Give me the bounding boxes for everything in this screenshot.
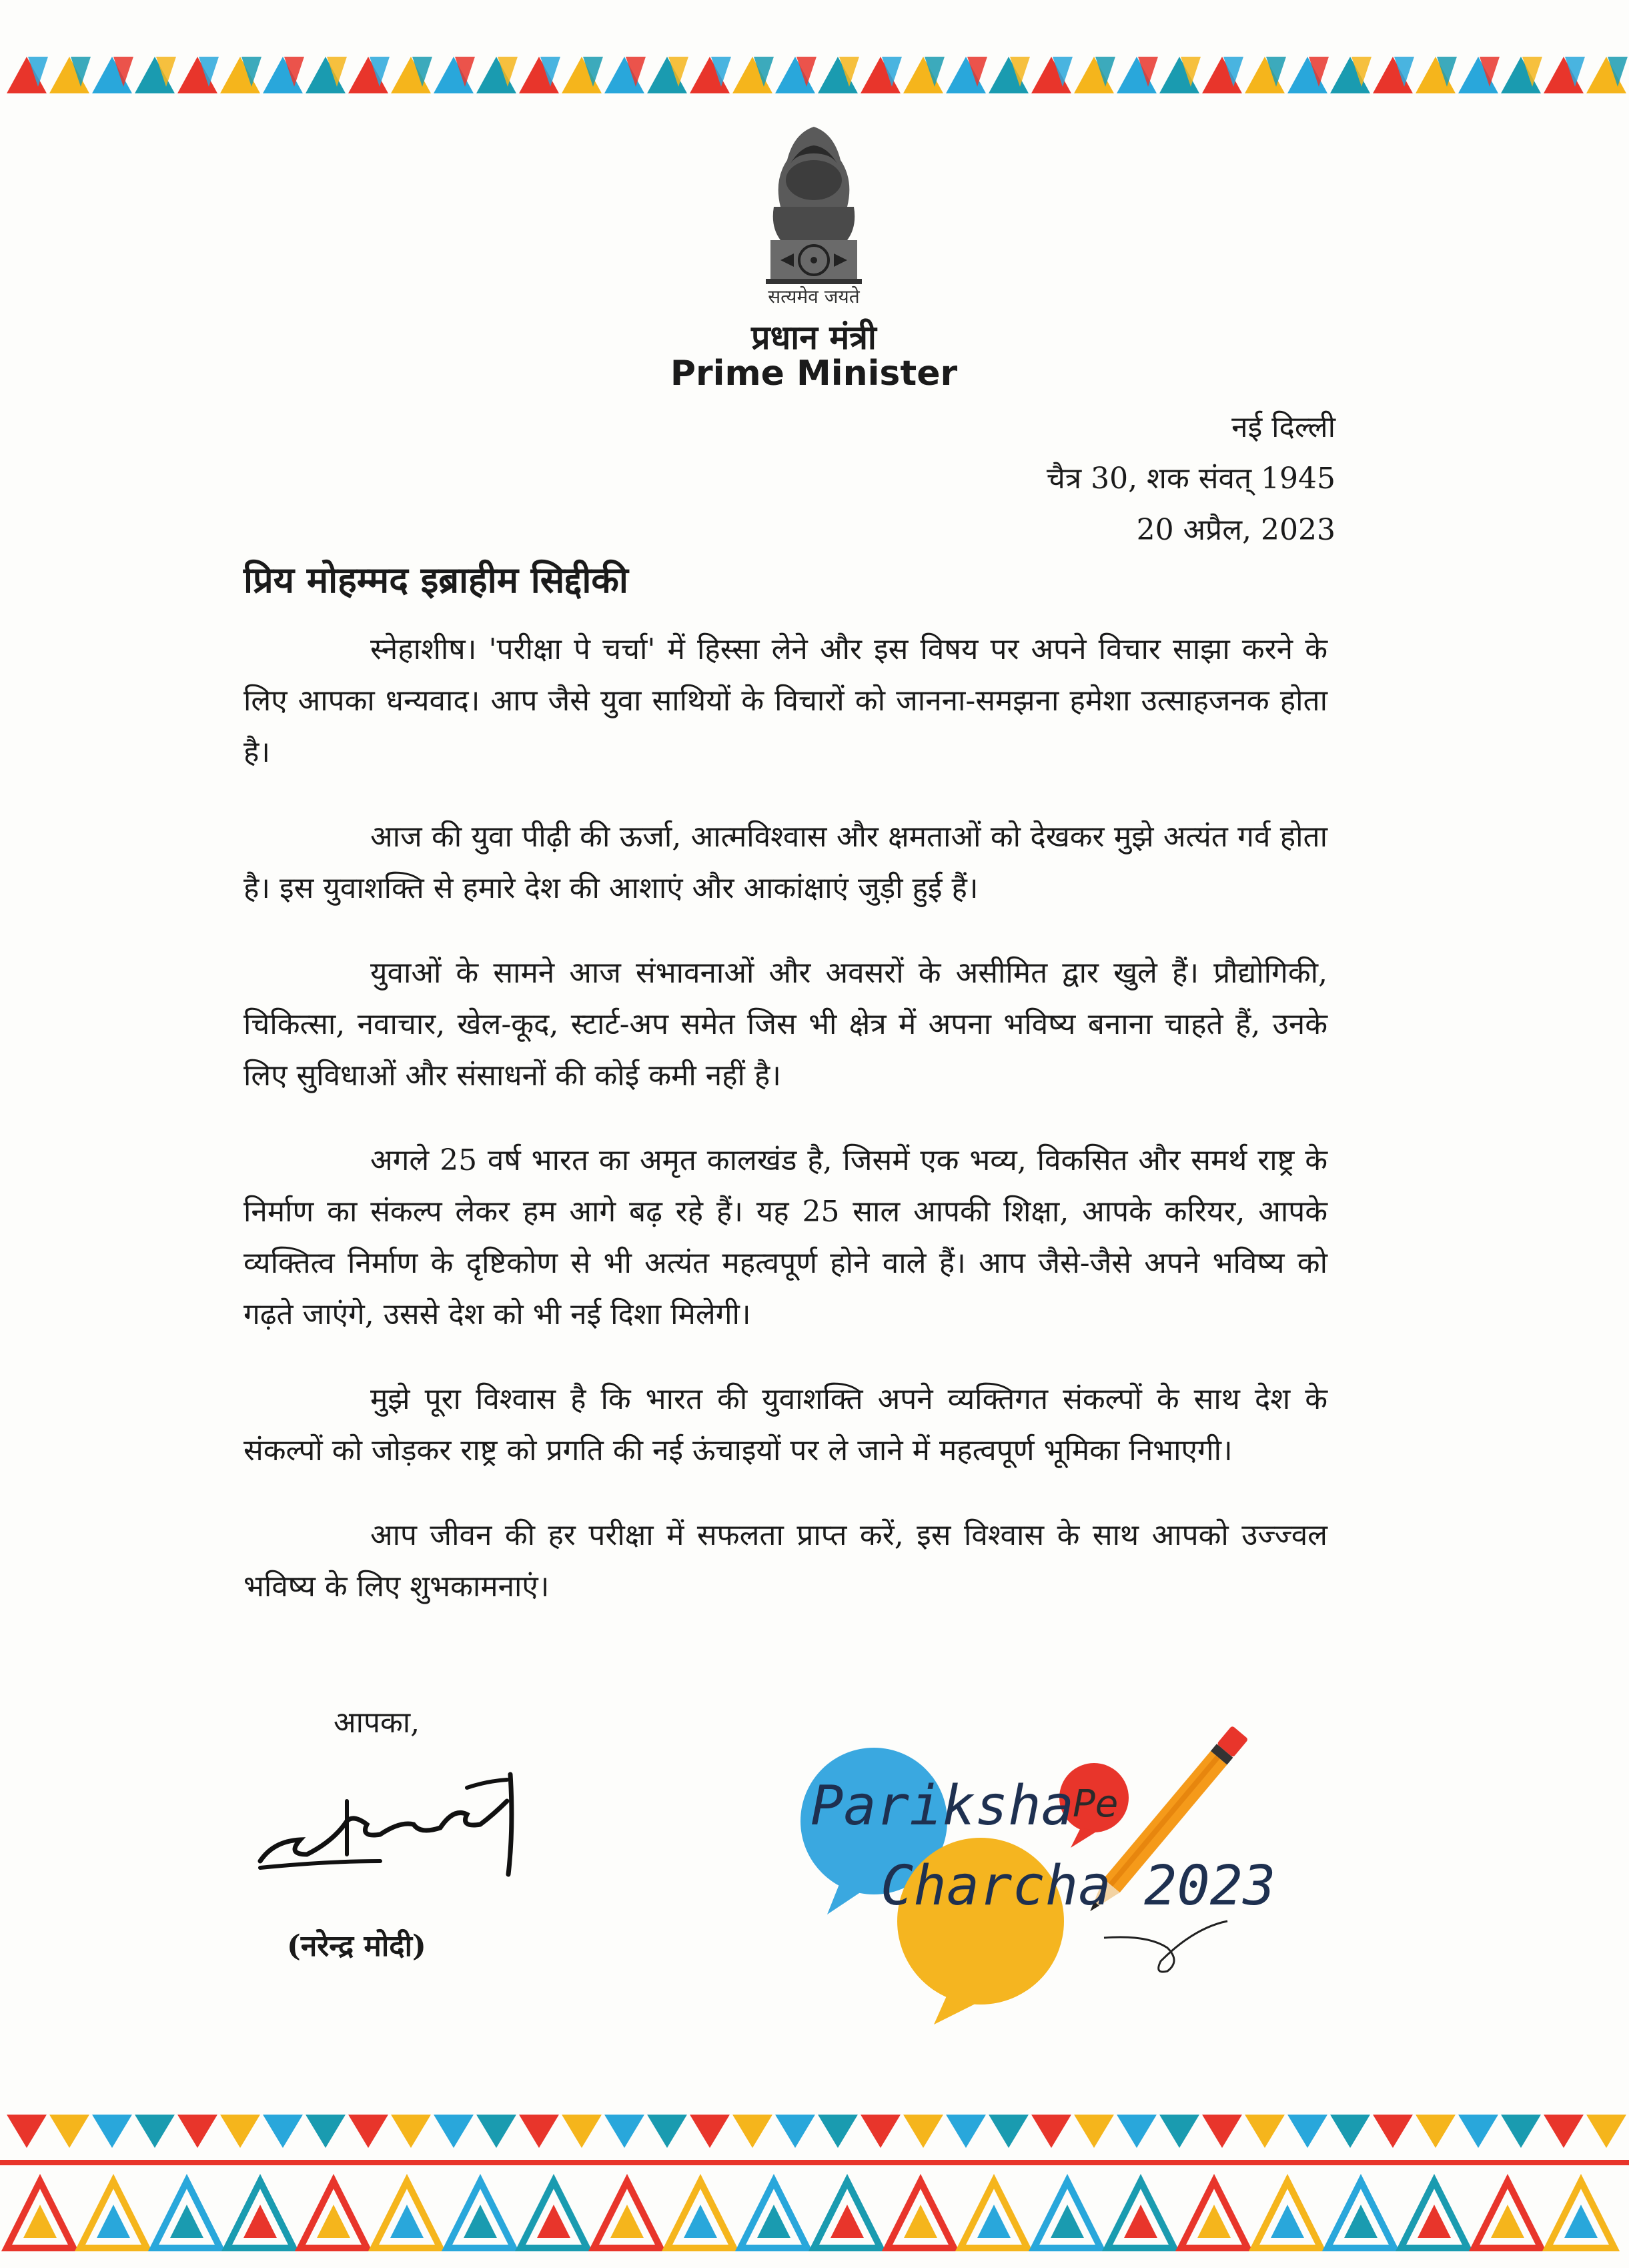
decorative-border-bottom xyxy=(0,2081,1629,2268)
office-title-english: Prime Minister xyxy=(670,354,958,394)
dateline-gregorian-date: 20 अप्रैल, 2023 xyxy=(1136,513,1335,547)
paragraph: स्नेहाशीष। 'परीक्षा पे चर्चा' में हिस्सा लेने और इस विषय पर अपने विचार साझा करने के लिए आपका धन्यवाद। आप जैसे युवा साथियों के विचारों को जानना-समझना हमेशा उत्साहजनक होता है। xyxy=(243,632,1327,769)
dateline-place: नई दिल्ली xyxy=(1231,410,1335,444)
logo-text-pe: Pe xyxy=(1073,1782,1119,1826)
paragraph: युवाओं के सामने आज संभावनाओं और अवसरों के असीमित द्वार खुले हैं। प्रौद्योगिकी, चिकित्सा, नवाचार, खेल-कूद, स्टार्ट-अप समेत जिस भी क्षेत्र में अपना भविष्य बनाना चाहते हैं, उनके लिए सुविधाओं और संसाधनों की कोई कमी नहीं है। xyxy=(243,956,1327,1093)
letter-body xyxy=(243,624,1327,1646)
logo-text-charcha-2023: Charcha 2023 xyxy=(881,1854,1276,1918)
paragraph: मुझे पूरा विश्वास है कि भारत की युवाशक्ति अपने व्यक्तिगत संकल्पों के साथ देश के संकल्पों को जोड़कर राष्ट्र को प्रगति की नई ऊंचाइयों पर ले जाने में महत्वपूर्ण भूमिका निभाएगी। xyxy=(243,1382,1327,1468)
decorative-border-top xyxy=(0,27,1629,120)
dateline-saka-date: चैत्र 30, शक संवत् 1945 xyxy=(1046,462,1335,496)
paragraph: आज की युवा पीढ़ी की ऊर्जा, आत्मविश्वास और क्षमताओं को देखकर मुझे अत्यंत गर्व होता है। इस युवाशक्ति से हमारे देश की आशाएं और आकांक्षाएं जुड़ी हुई हैं। xyxy=(243,820,1327,905)
emblem-motto: सत्यमेव जयते xyxy=(768,286,860,308)
salutation: प्रिय मोहम्मद इब्राहीम सिद्दीकी xyxy=(243,558,628,601)
paragraph: अगले 25 वर्ष भारत का अमृत कालखंड है, जिसमें एक भव्य, विकसित और समर्थ राष्ट्र के निर्माण का संकल्प लेकर हम आगे बढ़ रहे हैं। यह 25 साल आपकी शिक्षा, आपके करियर, आपके व्यक्तित्व निर्माण के दृष्टिकोण से भी अत्यंत महत्वपूर्ण होने वाले हैं। आप जैसे-जैसे अपने भविष्य को गढ़ते जाएंगे, उससे देश को भी नई दिशा मिलेगी। xyxy=(243,1143,1327,1331)
paragraph: आप जीवन की हर परीक्षा में सफलता प्राप्त करें, इस विश्वास के साथ आपको उज्ज्वल भविष्य के लिए शुभकामनाएं। xyxy=(243,1518,1327,1604)
handwritten-signature xyxy=(247,1761,567,1894)
office-title-hindi: प्रधान मंत्री xyxy=(751,318,877,357)
logo-text-pariksha: Pariksha xyxy=(810,1774,1074,1838)
closing: आपका, xyxy=(334,1706,420,1740)
signer-name: (नरेन्द्र मोदी) xyxy=(287,1929,426,1963)
